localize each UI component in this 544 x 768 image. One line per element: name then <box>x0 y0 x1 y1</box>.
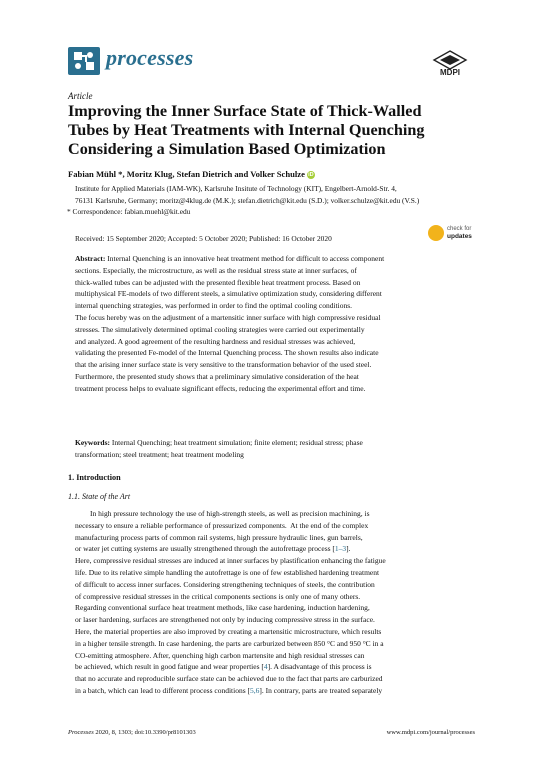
journal-logo-icon <box>68 47 100 75</box>
citation-link[interactable]: 5,6 <box>250 685 260 695</box>
body-line: Regarding conventional surface heat treatment methods, like case hardening, induction hardening, <box>75 603 370 613</box>
author-list <box>68 169 315 179</box>
check-for-updates-button[interactable] <box>428 225 474 247</box>
abstract-line: Furthermore, the presented study shows that a preliminary simulative consideration of the heat <box>75 371 359 381</box>
journal-name: processes <box>106 45 194 70</box>
check-updates-icon <box>428 225 444 241</box>
footer-journal: Processes <box>68 729 94 736</box>
footer-citation <box>68 729 196 736</box>
affiliations <box>67 183 485 218</box>
body-line: Here, compressive residual stresses are induced at inner surfaces by plastification enhancing the fatigue <box>75 556 386 566</box>
footer-doi: 2020, 8, 1303; doi:10.3390/pr8101303 <box>93 729 196 736</box>
body-line: or laser hardening, surfaces are strengthened not only by inducing compressive stress in the surface. <box>75 615 375 625</box>
body-line: in a higher tensile strength. In case hardening, the parts are carburized between 850 °C and 950 °C in a <box>75 638 384 648</box>
affiliation-line: 76131 Karlsruhe, Germany; moritz@4klug.de (M.K.); stefan.dietrich@kit.edu (S.D.); volker.schulze@kit.edu (V.S.) <box>75 195 420 205</box>
orcid-icon[interactable]: iD <box>308 172 314 178</box>
abstract-line: sections. Especially, the microstructure, as well as the residual stress state at inner surfaces, of <box>75 265 357 275</box>
body-line: necessary to ensure a reliable performance of pressurized components. At the end of the complex <box>75 520 369 530</box>
publisher-name: MDPI <box>440 68 460 77</box>
subsection-heading: 1.1. State of the Art <box>68 492 131 501</box>
abstract-line: multiphysical FE-models of two different steels, a simulative optimization study, considering different <box>75 289 382 299</box>
body-line: be achieved, which result in good fatigue and wear properties [4]. A disadvantage of this process is <box>75 662 372 672</box>
section-heading: 1. Introduction <box>68 473 121 482</box>
body-line: of difficult to access inner surfaces. Considering strengthening techniques of steels, the contribution <box>75 579 375 589</box>
citation-link[interactable]: 1–3 <box>334 544 347 554</box>
abstract-label: Abstract: <box>75 254 106 263</box>
abstract-line: treatment process helps to evaluate significant effects, reducing the experimental effort and time. <box>75 383 366 393</box>
abstract-body <box>75 265 475 395</box>
body-line: manufacturing process parts of common rail systems, high pressure hydraulic lines, gun barrels, <box>75 532 363 542</box>
keywords-label: Keywords: <box>75 438 110 447</box>
title-line: Considering a Simulation Based Optimization <box>68 140 386 158</box>
author-names: Fabian Mühl *, Moritz Klug, Stefan Dietrich and Volker Schulze <box>68 169 305 179</box>
keywords <box>75 437 475 461</box>
abstract-line: thick-walled tubes can be adjusted with the presented flexible heat treatment process. Based on <box>75 277 361 287</box>
affiliation-line: Institute for Applied Materials (IAM-WK), Karlsruhe Insitute of Technology (KIT), Engelbert-Arnold-Str. 4, <box>75 184 397 193</box>
abstract-line: validating the presented Fe-model of the Internal Quenching process. The shown results also indicate <box>75 348 379 358</box>
abstract-line: stresses. The simulatively determined optimal cooling strategies were carried out experimentally <box>75 324 365 334</box>
article-title <box>68 102 478 159</box>
keywords-first-line: Keywords: Internal Quenching; heat treatment simulation; finite element; residual stress; phase <box>75 438 363 447</box>
keywords-second-line: transformation; steel treatment; heat treatment modeling <box>75 449 244 459</box>
correspondence-line: * Correspondence: fabian.muehl@kit.edu <box>67 207 191 216</box>
publication-dates: Received: 15 September 2020; Accepted: 5 October 2020; Published: 16 October 2020 <box>75 234 332 243</box>
body-line: CO-emitting atmosphere. After, quenching high carbon martensite and high residual stresses can <box>75 650 365 660</box>
abstract-line: The focus hereby was on the adjustment of a martensitic inner surface with high compressive residual <box>75 312 381 322</box>
footer-url[interactable]: www.mdpi.com/journal/processes <box>386 729 475 736</box>
updates-label-top: check for <box>447 226 472 232</box>
abstract-line: that the arising inner surface state is very sensitive to the transformation behavior of the used steel. <box>75 360 372 370</box>
abstract <box>75 253 475 395</box>
citation-link[interactable]: 4 <box>263 662 268 672</box>
body-line: Here, the material properties are also improved by creating a martensitic microstructure, which results <box>75 626 382 636</box>
body-line: life. Due to its relative simple handling the autofrettage is one of few established hardening treatment <box>75 567 380 577</box>
body-text <box>75 508 475 697</box>
abstract-line: internal quenching strategies, was performed in order to find the optimal cooling conditions. <box>75 301 353 311</box>
abstract-first-line: Abstract: Internal Quenching is an innovative heat treatment method for difficult to access component <box>75 254 385 263</box>
body-line: of compressive residual stresses in the critical components sections is only one of many others. <box>75 591 361 601</box>
body-line: in a batch, which can lead to different process conditions [5,6]. In contrary, parts are treated separately <box>75 685 383 695</box>
abstract-line: and analyzed. A good agreement of the resulting hardness and residual stresses was achieved, <box>75 336 356 346</box>
updates-label-bottom: updates <box>447 233 472 240</box>
body-line: or water jet cutting systems are usually strengthened through the autofrettage process [1–3]. <box>75 544 351 554</box>
body-line: that no accurate and reproducible surface state can be achieved due to the fact that parts are carburized <box>75 674 383 684</box>
article-type: Article <box>68 91 93 101</box>
title-line: Improving the Inner Surface State of Thick-Walled <box>68 102 422 120</box>
title-line: Tubes by Heat Treatments with Internal Quenching <box>68 121 425 139</box>
body-line: In high pressure technology the use of high-strength steels, as well as precision machining, is <box>75 509 370 518</box>
